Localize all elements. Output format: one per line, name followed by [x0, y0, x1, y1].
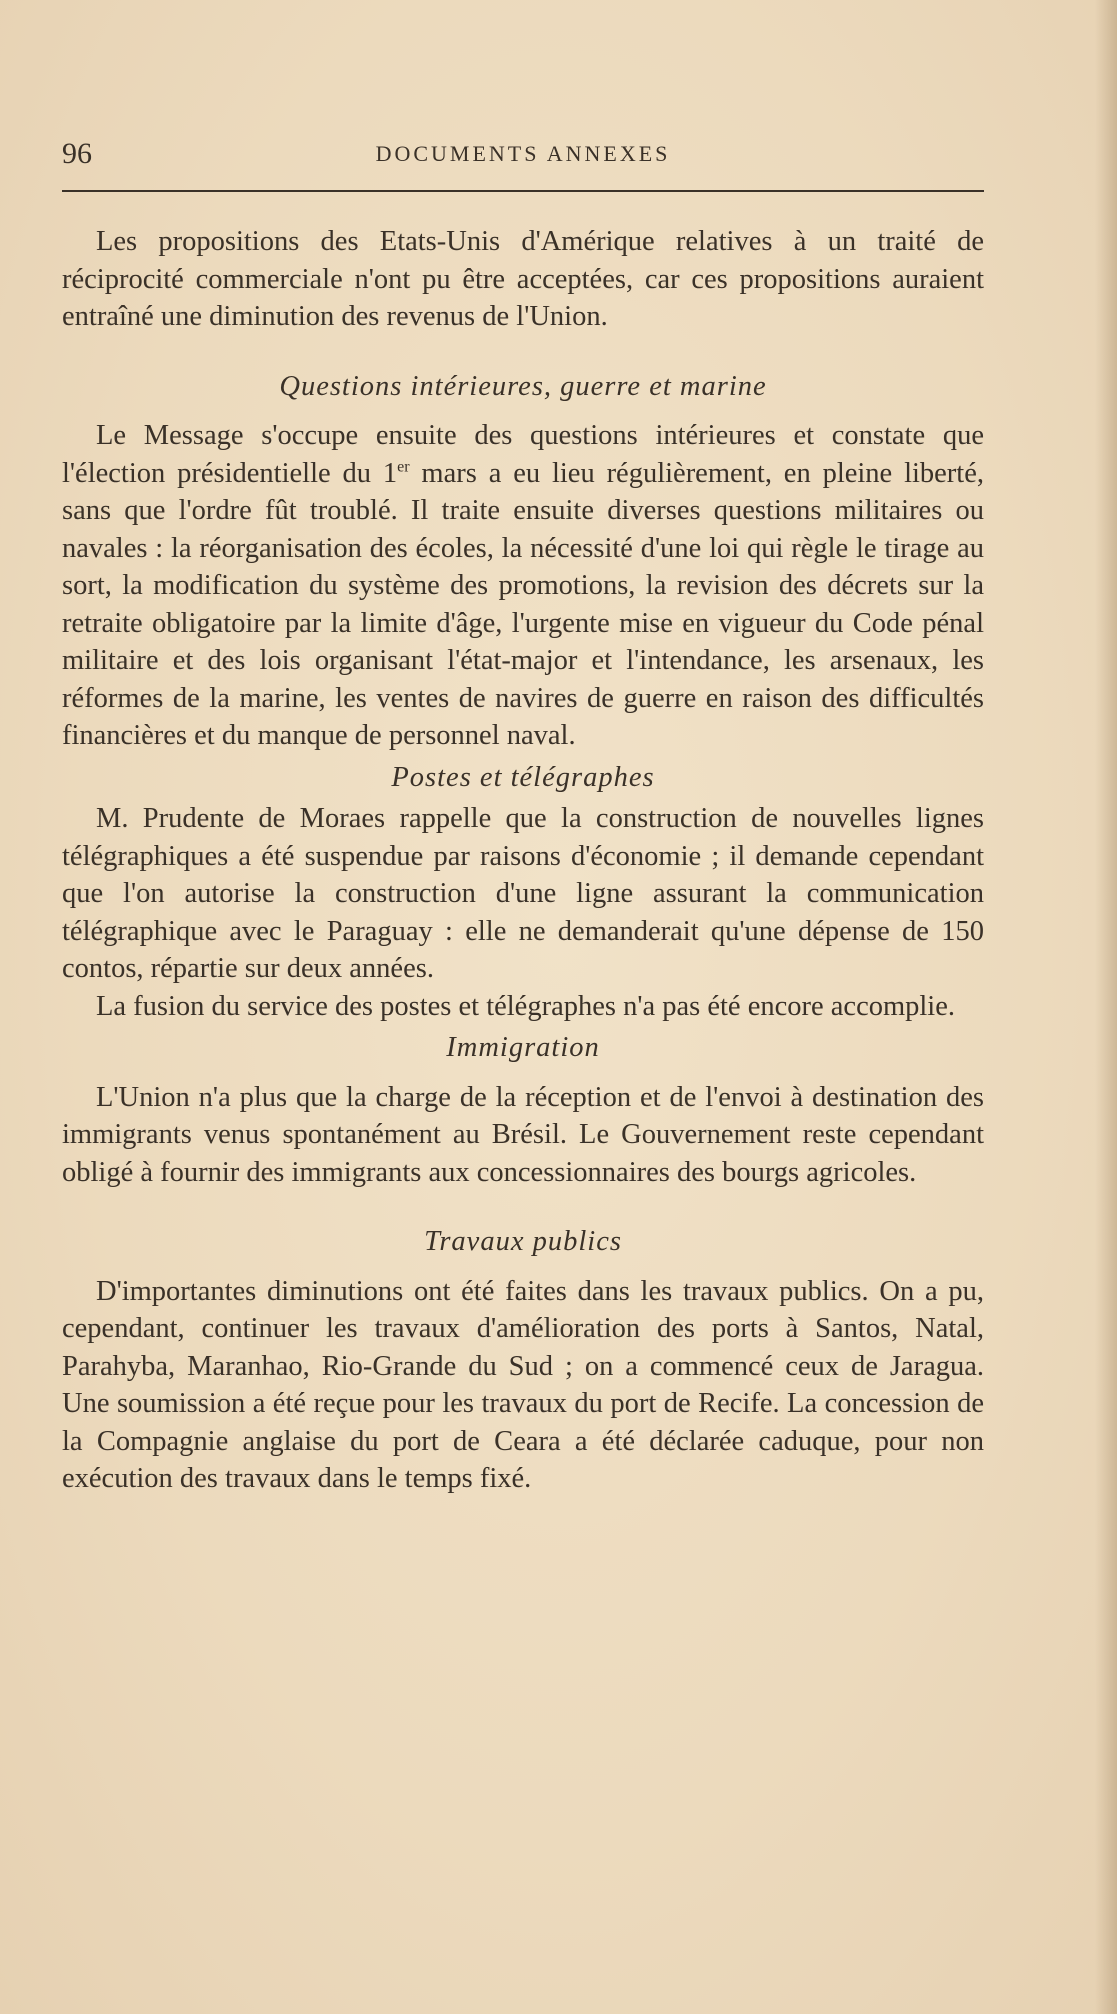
running-head: DOCUMENTS ANNEXES [375, 141, 671, 166]
header-rule [62, 190, 984, 192]
heading-immigration: Immigration [446, 1032, 600, 1063]
paragraph-telegraph-lines: M. Prudente de Moraes rappelle que la construction de nouvelles lignes télégraphiques a été suspendue par raisons d'économie ; il demande cependant que l'on autorise la construction d'une ligne assurant la communication télégraphique avec le Paraguay : elle ne demanderait qu'une dépense de 150 contos, répartie sur deux années. [62, 803, 984, 984]
paragraph-public-works: D'importantes diminutions ont été faites dans les travaux publics. On a pu, cependant, continuer les travaux d'amélioration des ports à Santos, Natal, Parahyba, Maranhao, Rio-Grande du Sud ; on a commencé ceux de Jaragua. Une soumission a été reçue pour les travaux du port de Recife. La concession de la Compagnie anglaise du port de Ceara a été déclarée caduque, pour non exécution des travaux dans le temps fixé. [62, 1275, 984, 1494]
page-header [62, 134, 984, 174]
page-edge-shadow [1095, 0, 1117, 2014]
heading-postes-telegraphes: Postes et télégraphes [391, 761, 655, 793]
paragraph-immigration: L'Union n'a plus que la charge de la réception et de l'envoi à destination des immigrants venus spontanément au Brésil. Le Gouvernement reste cependant obligé à fournir des immigrants aux concessionnaires des bourgs agricoles. [62, 1081, 984, 1188]
body-text [62, 223, 984, 1498]
ordinal-superscript: er [397, 458, 410, 475]
heading-travaux-publics: Travaux publics [424, 1226, 622, 1257]
paragraph-postal-fusion: La fusion du service des postes et télégraphes n'a pas été encore accomplie. [96, 990, 955, 1022]
interior-text-part-1: Le Message s'occupe ensuite des questions intérieures et constate que l'élection présidentielle du 1 [62, 420, 984, 489]
interior-text-part-2: mars a eu lieu régulièrement, en pleine liberté, sans que l'ordre fût troublé. Il traite ensuite diverses questions militaires ou navales : la réorganisation des écoles, la nécessité d'une loi qui règle le tirage au sort, la modification du système des promotions, la revision des décrets sur la retraite obligatoire par la limite d'âge, l'urgente mise en vigueur du Code pénal militaire et des lois organisant l'état-major et l'intendance, les arsenaux, les réformes de la marine, les ventes de navires de guerre en raison des difficultés financières et du manque de personnel naval. [62, 457, 984, 751]
paragraph-trade-proposals: Les propositions des Etats-Unis d'Amérique relatives à un traité de réciprocité commerciale n'ont pu être acceptées, car ces propositions auraient entraîné une diminution des revenus de l'Union. [62, 226, 984, 332]
heading-questions-interieures: Questions intérieures, guerre et marine [279, 370, 767, 402]
paragraph-interior-questions [62, 417, 984, 755]
page-number: 96 [62, 137, 92, 170]
